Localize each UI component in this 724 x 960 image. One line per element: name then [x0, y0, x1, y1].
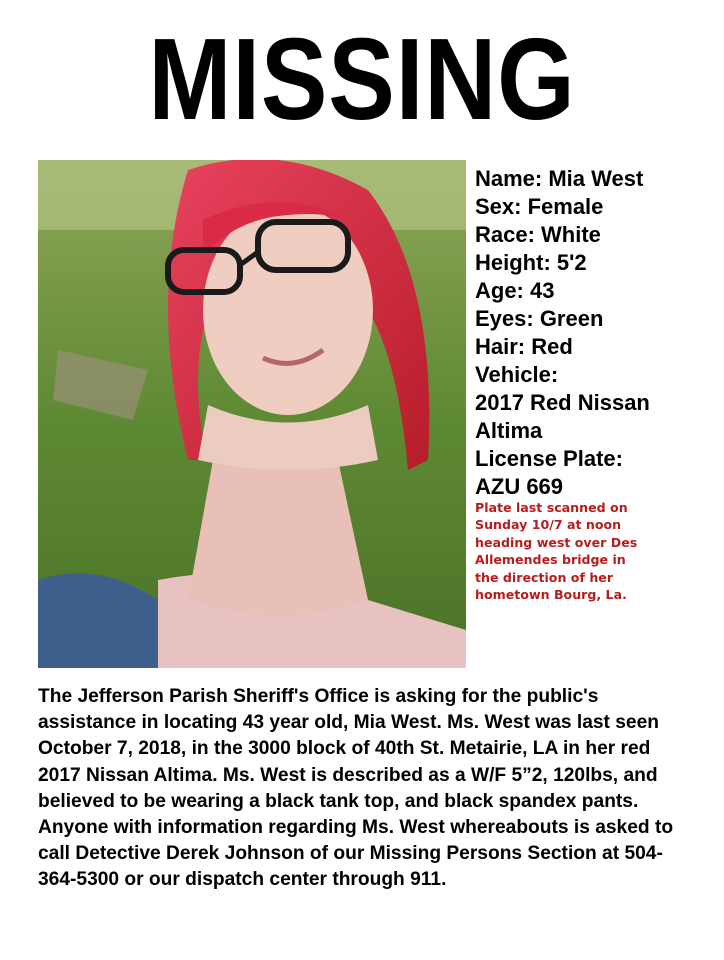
description-paragraph: The Jefferson Parish Sheriff's Office is asking for the public's assistance in locating 43 year old, Mia West. Ms. West was last seen October 7, 2018, in the 3000 block of 40th St. Metairie, LA in her red 2017 Nissan Altima. Ms. West is described as a W/F 5”2, 120lbs, and believed to be wearing a black tank top, and black spandex pants. Anyone with information regarding Ms. West whereabouts is asked to call Detective Derek Johnson of our Missing Persons Section at 504-364-5300 or our dispatch center through 911. [38, 686, 674, 891]
detail-sex: Sex: Female [475, 194, 604, 219]
detail-name: Name: Mia West [475, 166, 644, 191]
detail-plate-value: AZU 669 [475, 474, 564, 499]
plate-note-line: heading west over Des [475, 534, 638, 550]
detail-vehicle-line1: 2017 Red Nissan [475, 390, 650, 415]
plate-note-line: Allemendes bridge in [475, 552, 626, 568]
detail-height: Height: 5'2 [475, 250, 587, 275]
plate-note-line: hometown Bourg, La. [475, 587, 627, 603]
plate-scan-note [475, 499, 720, 603]
detail-age: Age: 43 [475, 278, 555, 303]
detail-plate-label: License Plate: [475, 446, 623, 471]
detail-hair: Hair: Red [475, 334, 573, 359]
detail-vehicle-line2: Altima [475, 418, 543, 443]
detail-race: Race: White [475, 222, 601, 247]
person-details [475, 165, 720, 501]
plate-note-line: the direction of her [475, 569, 614, 585]
missing-person-photo [38, 160, 466, 668]
detail-eyes: Eyes: Green [475, 306, 604, 331]
plate-note-line: Sunday 10/7 at noon [475, 517, 622, 533]
poster-title: MISSING [148, 14, 576, 144]
plate-note-line: Plate last scanned on [475, 500, 628, 515]
detail-vehicle-label: Vehicle: [475, 362, 559, 387]
